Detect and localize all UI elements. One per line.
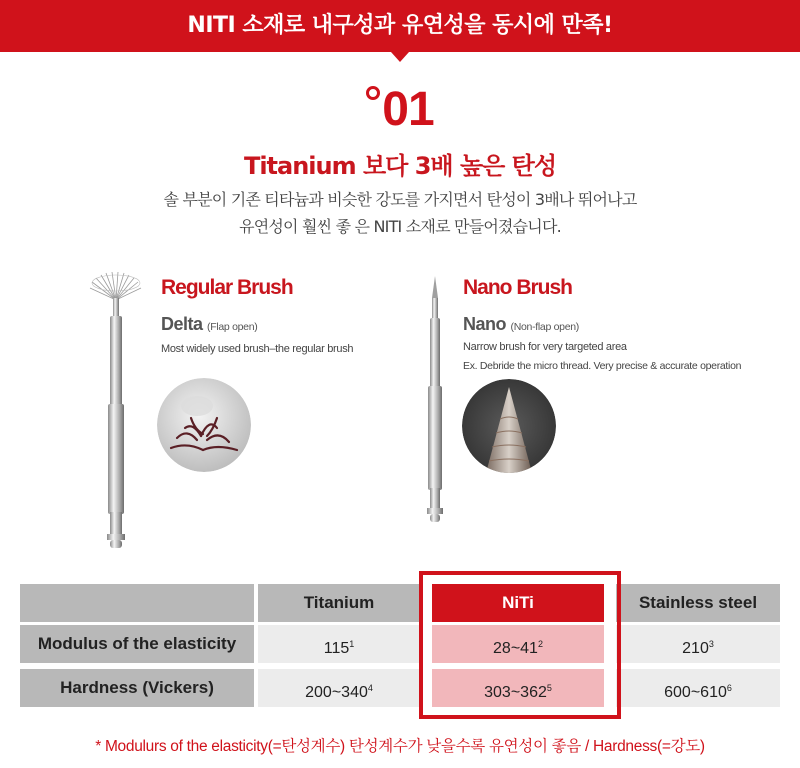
table-corner-cell [20, 584, 254, 622]
table-row [20, 669, 780, 707]
regular-brush-note: (Flap open) [207, 321, 258, 333]
section-description [0, 186, 800, 240]
nano-brush-illustration [418, 276, 452, 528]
regular-brush-closeup-photo [157, 378, 251, 472]
nano-brush-note: (Non-flap open) [510, 321, 579, 333]
circle-icon [366, 86, 380, 100]
table-header-row [20, 584, 780, 622]
nano-brush-name [463, 314, 579, 335]
header-niti: NiTi [432, 584, 604, 622]
hardness-titanium: $200\sim 340^4$ [258, 669, 420, 707]
header-titanium: Titanium [258, 584, 420, 622]
regular-brush-desc: Most widely used brush–the regular brush [161, 343, 354, 355]
regular-brush-name [161, 314, 257, 335]
nano-brush-name-text: Nano [463, 314, 506, 334]
section-number-text: 01 [382, 83, 434, 136]
nano-brush-closeup-photo [462, 379, 556, 473]
description-line-2: 유연성이 훨씬 좋 은 NITI 소재로 만들어졌습니다. [239, 217, 561, 236]
footnote: * Modulurs of the elasticity(=탄성계수) 탄성계수가 낮을수록 유연성이 좋음 / Hardness(=강도) [95, 738, 705, 755]
row-label-modulus: Modulus of the elasticity [20, 625, 254, 663]
description-line-1: 솔 부분이 기존 티타늄과 비슷한 강도를 가지면서 탄성이 3배나 뛰어나고 [163, 190, 637, 209]
hardness-niti: $303\sim 362^5$ [432, 669, 604, 707]
regular-brush-name-text: Delta [161, 314, 203, 334]
nano-brush-example: Ex. Debride the micro thread. Very precise & accurate operation [463, 360, 742, 372]
modulus-stainless-steel: $210^3$ [616, 625, 780, 663]
niti-highlight-box [419, 571, 621, 719]
nano-brush-desc: Narrow brush for very targeted area [463, 341, 627, 353]
section-subtitle: Titanium 보다 3배 높은 탄성 [243, 152, 557, 180]
nano-brush-title: Nano Brush [463, 276, 573, 299]
hardness-stainless-steel: $600\sim 610^6$ [616, 669, 780, 707]
top-banner: NITI 소재로 내구성과 유연성을 동시에 만족! [0, 0, 800, 52]
modulus-niti: $28\sim 41^2$ [432, 625, 604, 663]
header-stainless-steel: Stainless steel [616, 584, 780, 622]
banner-pointer [391, 52, 409, 62]
regular-brush-illustration [86, 268, 146, 558]
regular-brush-title: Regular Brush [161, 276, 293, 299]
table-row [20, 625, 780, 663]
section-number [0, 84, 800, 136]
row-label-hardness: Hardness (Vickers) [20, 669, 254, 707]
modulus-titanium: $115^1$ [258, 625, 420, 663]
